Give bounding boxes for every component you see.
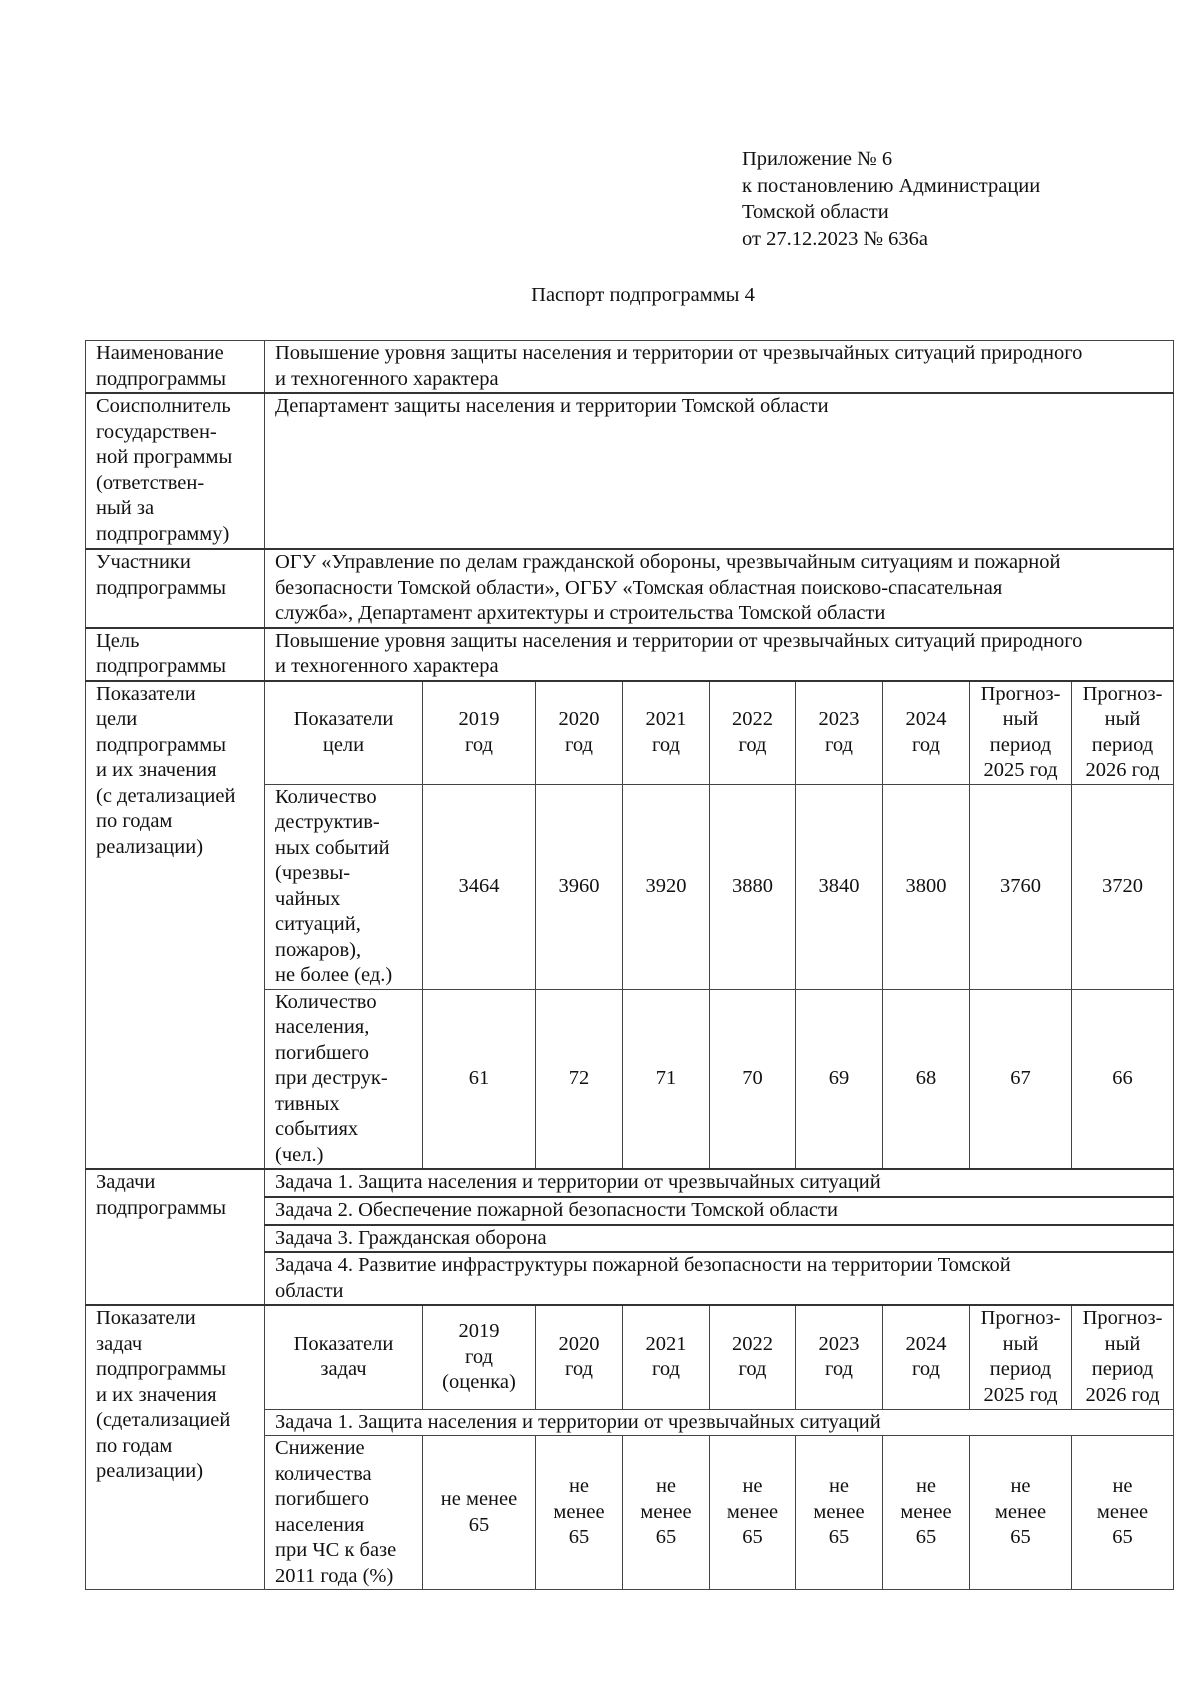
co-executor-value — [265, 393, 1174, 549]
cell-text-line: год — [465, 1345, 493, 1368]
cell-text-line: год — [738, 733, 767, 756]
cell-text-line: Задача 1. Защита населения и территории от чрезвычайных ситуаций — [275, 1171, 881, 1193]
cell-text-line: событиях — [275, 1118, 359, 1140]
cell-text-line: пожаров), — [275, 938, 362, 961]
cell-text-line: не менее — [440, 1488, 518, 1510]
cell-text-line: менее — [994, 1500, 1047, 1523]
cell-text-line: ситуаций, — [275, 913, 361, 935]
cell-text-line: 2021 — [645, 708, 687, 730]
indicator-value — [883, 989, 970, 1169]
column-header — [423, 1305, 536, 1409]
cell-text-line: ный — [1104, 1332, 1141, 1355]
cell-text-line: Цель — [96, 629, 140, 652]
cell-text-line: ных событий — [275, 836, 390, 859]
cell-text-line: 2023 — [818, 1332, 860, 1355]
table-row — [86, 681, 1174, 785]
subprogram-name-label — [86, 341, 265, 394]
cell-text-line: не — [1112, 1475, 1133, 1498]
goal-indicators-label — [86, 681, 265, 1170]
cell-text-line: год — [565, 1358, 593, 1381]
indicator-value — [1072, 989, 1174, 1169]
indicator-value — [883, 1436, 970, 1590]
cell-text-line: цели — [96, 708, 138, 730]
indicator-name — [265, 784, 423, 989]
column-header — [970, 1305, 1072, 1409]
column-header — [265, 681, 423, 785]
cell-text-line: менее — [813, 1500, 865, 1523]
column-header — [883, 1305, 970, 1409]
cell-text-line: Прогноз- — [1082, 1307, 1163, 1330]
indicator-value — [423, 989, 536, 1169]
cell-text-line: Повышение уровня защиты населения и территории от чрезвычайных ситуаций природного — [275, 342, 1083, 364]
cell-text-line: Показатели — [96, 1307, 196, 1329]
cell-text-line: Снижение — [275, 1437, 365, 1459]
cell-text-line: (сдетализацией — [96, 1409, 231, 1431]
indicator-value — [710, 1436, 796, 1590]
cell-text-line: подпрограммы — [96, 367, 227, 390]
cell-text-line: 69 — [828, 1067, 850, 1089]
column-header — [710, 681, 796, 785]
cell-text-line: 3960 — [558, 874, 600, 897]
cell-text-line: населения — [275, 1513, 365, 1536]
cell-text-line: по годам — [96, 810, 173, 832]
cell-text-line: 2019 — [458, 1320, 500, 1342]
cell-text-line: менее — [900, 1500, 952, 1523]
participants-label — [86, 549, 265, 628]
cell-text-line: Показатели — [293, 708, 394, 730]
cell-text-line: не — [1010, 1475, 1031, 1498]
indicator-name — [265, 1436, 423, 1590]
cell-text-line: 65 — [1010, 1526, 1031, 1549]
cell-text-line: по годам — [96, 1434, 173, 1457]
indicator-value — [970, 1436, 1072, 1590]
task-item — [265, 1252, 1174, 1305]
cell-text-line: ной программы — [96, 446, 233, 468]
cell-text-line: 66 — [1112, 1067, 1133, 1089]
cell-text-line: 68 — [915, 1067, 937, 1089]
indicator-value — [796, 784, 883, 989]
cell-text-line: не — [568, 1475, 590, 1498]
cell-text-line: Задача 1. Защита населения и территории от чрезвычайных ситуаций — [275, 1410, 881, 1433]
cell-text-line: Прогноз- — [980, 1307, 1061, 1330]
cell-text-line: ный за — [96, 497, 155, 519]
indicator-value — [796, 989, 883, 1169]
column-header — [623, 1305, 710, 1409]
table-row — [86, 628, 1174, 681]
co-executor-label — [86, 393, 265, 549]
cell-text-line: 65 — [915, 1526, 937, 1549]
cell-text-line: 2021 — [645, 1332, 687, 1355]
goal-label — [86, 628, 265, 681]
cell-text-line: 2022 — [732, 1332, 773, 1355]
cell-text-line: 3840 — [818, 874, 860, 897]
cell-text-line: 2025 год — [983, 1383, 1058, 1406]
task-section — [265, 1409, 1174, 1436]
cell-text-line: (с детализацией — [96, 784, 236, 807]
indicator-value — [970, 989, 1072, 1169]
subprogram-name-value — [265, 341, 1174, 394]
indicator-value — [423, 1436, 536, 1590]
column-header — [265, 1305, 423, 1409]
cell-text-line: 3720 — [1102, 874, 1143, 897]
indicator-value — [710, 784, 796, 989]
cell-text-line: подпрограммы — [96, 1358, 227, 1380]
cell-text-line: Количество — [275, 785, 377, 808]
cell-text-line: Задача 2. Обеспечение пожарной безопасности Томской области — [275, 1198, 838, 1221]
cell-text-line: и их значения — [96, 759, 217, 781]
cell-text-line: период — [1091, 1358, 1154, 1381]
cell-text-line: (чрезвы- — [275, 862, 351, 884]
cell-text-line: 72 — [568, 1067, 590, 1089]
column-header — [1072, 1305, 1174, 1409]
cell-text-line: Повышение уровня защиты населения и территории от чрезвычайных ситуаций природного — [275, 629, 1083, 652]
cell-text-line: и техногенного характера — [275, 367, 499, 390]
cell-text-line: цели — [322, 733, 365, 756]
cell-text-line: 70 — [742, 1067, 763, 1089]
cell-text-line: менее — [726, 1500, 779, 1523]
cell-text-line: задач — [320, 1358, 367, 1381]
tasks-label — [86, 1169, 265, 1305]
cell-text-line: год — [912, 1358, 940, 1381]
indicator-value — [623, 989, 710, 1169]
cell-text-line: задач — [96, 1332, 143, 1355]
appendix-line: Томской области — [742, 201, 889, 223]
cell-text-line: подпрограмму) — [96, 522, 230, 545]
cell-text-line: 65 — [1112, 1526, 1133, 1549]
cell-text-line: 2025 год — [983, 759, 1058, 781]
cell-text-line: (оценка) — [442, 1371, 516, 1393]
cell-text-line: 2020 — [558, 708, 600, 730]
cell-text-line: Прогноз- — [1082, 682, 1163, 705]
table-row — [86, 1169, 1174, 1197]
cell-text-line: подпрограммы — [96, 655, 227, 677]
cell-text-line: год — [465, 733, 493, 756]
cell-text-line: 65 — [828, 1526, 850, 1549]
cell-text-line: год — [738, 1358, 767, 1381]
cell-text-line: количества — [275, 1462, 372, 1485]
task-item — [265, 1197, 1174, 1225]
cell-text-line: и техногенного характера — [275, 655, 499, 677]
participants-value — [265, 549, 1174, 628]
cell-text-line: не — [828, 1475, 850, 1498]
cell-text-line: 3800 — [905, 874, 947, 897]
indicator-value — [710, 989, 796, 1169]
cell-text-line: ОГУ «Управление по делам гражданской обороны, чрезвычайным ситуациям и пожарной — [275, 551, 1061, 573]
column-header — [710, 1305, 796, 1409]
cell-text-line: 2026 год — [1085, 1383, 1160, 1406]
cell-text-line: 3464 — [458, 874, 500, 897]
cell-text-line: погибшего — [275, 1041, 370, 1064]
table-row — [86, 549, 1174, 628]
passport-table — [85, 340, 1174, 1590]
cell-text-line: 2026 год — [1085, 759, 1160, 781]
cell-text-line: 71 — [655, 1067, 677, 1089]
indicator-value — [423, 784, 536, 989]
cell-text-line: Участники — [96, 551, 191, 573]
cell-text-line: подпрограммы — [96, 733, 227, 756]
column-header — [970, 681, 1072, 785]
cell-text-line: служба», Департамент архитектуры и строительства Томской области — [275, 602, 886, 624]
indicator-value — [970, 784, 1072, 989]
cell-text-line: не — [915, 1475, 937, 1498]
column-header — [536, 681, 623, 785]
cell-text-line: Задачи — [96, 1171, 156, 1193]
cell-text-line: государствен- — [96, 420, 217, 443]
cell-text-line: не — [655, 1475, 677, 1498]
cell-text-line: 3760 — [1000, 874, 1041, 897]
cell-text-line: тивных — [275, 1092, 340, 1115]
cell-text-line: безопасности Томской области», ОГБУ «Томская областная поисково-спасательная — [275, 576, 1003, 599]
cell-text-line: 65 — [742, 1526, 763, 1549]
cell-text-line: населения, — [275, 1016, 370, 1038]
cell-text-line: Задача 3. Гражданская оборона — [275, 1226, 547, 1249]
cell-text-line: Количество — [275, 990, 377, 1013]
table-row — [86, 1305, 1174, 1409]
cell-text-line: 65 — [655, 1526, 677, 1549]
goal-value — [265, 628, 1174, 681]
table-row — [86, 341, 1174, 394]
cell-text-line: 3880 — [732, 874, 773, 897]
cell-text-line: не — [742, 1475, 763, 1498]
cell-text-line: менее — [640, 1500, 692, 1523]
table-row — [86, 393, 1174, 549]
cell-text-line: (чел.) — [275, 1143, 324, 1166]
cell-text-line: Соисполнитель — [96, 395, 231, 417]
cell-text-line: год — [565, 733, 593, 756]
column-header — [1072, 681, 1174, 785]
indicator-value — [1072, 784, 1174, 989]
cell-text-line: ный — [1002, 1332, 1039, 1355]
cell-text-line: 2011 года (%) — [275, 1564, 394, 1587]
cell-text-line: ный — [1002, 708, 1039, 730]
appendix-line: от 27.12.2023 № 636а — [742, 227, 928, 250]
cell-text-line: 65 — [568, 1526, 590, 1549]
indicator-value — [536, 784, 623, 989]
cell-text-line: и их значения — [96, 1383, 217, 1406]
cell-text-line: год — [652, 1358, 680, 1381]
cell-text-line: 2019 — [458, 708, 500, 730]
task-item — [265, 1225, 1174, 1253]
cell-text-line: период — [989, 733, 1052, 756]
cell-text-line: реализации) — [96, 835, 204, 858]
cell-text-line: реализации) — [96, 1460, 204, 1482]
cell-text-line: менее — [553, 1500, 605, 1523]
indicator-value — [536, 1436, 623, 1590]
cell-text-line: период — [1091, 733, 1154, 756]
cell-text-line: чайных — [275, 887, 341, 910]
indicator-value — [623, 1436, 710, 1590]
indicator-value — [796, 1436, 883, 1590]
cell-text-line: не более (ед.) — [275, 964, 393, 986]
indicator-name — [265, 989, 423, 1169]
task-item — [265, 1169, 1174, 1197]
cell-text-line: 2023 — [818, 708, 860, 730]
cell-text-line: 61 — [468, 1067, 490, 1089]
cell-text-line: при ЧС к базе — [275, 1539, 397, 1561]
column-header — [796, 681, 883, 785]
cell-text-line: год — [825, 1358, 853, 1381]
column-header — [623, 681, 710, 785]
column-header — [536, 1305, 623, 1409]
cell-text-line: Прогноз- — [980, 682, 1061, 705]
indicator-value — [883, 784, 970, 989]
cell-text-line: 2024 — [905, 1332, 947, 1355]
indicator-value — [623, 784, 710, 989]
cell-text-line: ный — [1104, 708, 1141, 730]
cell-text-line: деструктив- — [275, 811, 380, 833]
column-header — [883, 681, 970, 785]
cell-text-line: год — [652, 733, 680, 756]
cell-text-line: (ответствен- — [96, 471, 205, 494]
cell-text-line: Наименование — [96, 342, 224, 364]
cell-text-line: период — [989, 1358, 1052, 1381]
cell-text-line: Показатели — [96, 682, 196, 705]
cell-text-line: погибшего — [275, 1488, 370, 1510]
column-header — [423, 681, 536, 785]
cell-text-line: 2020 — [558, 1332, 600, 1355]
indicator-value — [1072, 1436, 1174, 1590]
appendix-header — [742, 146, 1040, 252]
cell-text-line: год — [912, 733, 940, 756]
cell-text-line: менее — [1096, 1500, 1149, 1523]
task-indicators-label — [86, 1305, 265, 1590]
cell-text-line: Показатели — [293, 1332, 394, 1355]
cell-text-line: Задача 4. Развитие инфраструктуры пожарной безопасности на территории Томской — [275, 1254, 1011, 1276]
indicator-value — [536, 989, 623, 1169]
appendix-line: к постановлению Администрации — [742, 174, 1041, 197]
cell-text-line: области — [275, 1279, 344, 1302]
page-title: Паспорт подпрограммы 4 — [531, 284, 755, 306]
cell-text-line: 67 — [1010, 1067, 1031, 1089]
column-header — [796, 1305, 883, 1409]
cell-text-line: подпрограммы — [96, 576, 227, 599]
cell-text-line: при деструк- — [275, 1067, 388, 1089]
appendix-line: Приложение № 6 — [742, 148, 893, 170]
cell-text-line: 2022 — [732, 708, 773, 730]
cell-text-line: подпрограммы — [96, 1196, 227, 1219]
cell-text-line: 3920 — [645, 874, 687, 897]
cell-text-line: 2024 — [905, 708, 947, 730]
cell-text-line: 65 — [468, 1513, 490, 1536]
cell-text-line: Департамент защиты населения и территории Томской области — [275, 395, 829, 417]
cell-text-line: год — [825, 733, 853, 756]
